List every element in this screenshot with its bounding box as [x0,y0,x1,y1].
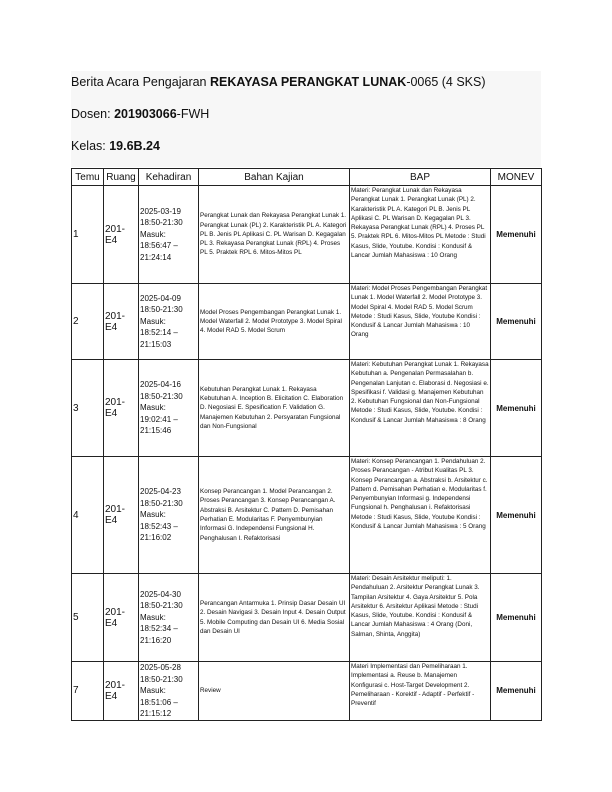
column-header-monev: MONEV [491,169,542,186]
cell-monev: Memenuhi [491,662,542,721]
cell-kehadiran: 2025-04-30 18:50-21:30 Masuk: 18:52:34 – 21:16:20 [139,574,199,662]
column-header-bap: BAP [350,169,491,186]
cell-temu: 1 [72,186,104,284]
course-name: REKAYASA PERANGKAT LUNAK [209,75,407,89]
cell-ruang: 201-E4 [104,284,139,360]
table-header-row [72,169,542,186]
cell-bap: Materi: Perangkat Lunak dan Rekayasa Perangkat Lunak 1. Perangkat Lunak (PL) 2. Karakteristik PL A. Kategori PL B. Jenis PL Aplikasi C. PL Warisan D. Kegagalan PL 3. Rekayasa Perangkat Lunak (RPL) 4. Proses PL 5. Praktek RPL 6. Mitos-Mitos PL Metode : Studi Kasus, Slide, Youtube. Kondisi : Kondusif & Lancar Jumlah Mahasiswa : 10 Orang [350,186,491,284]
class-value: 19.6B.24 [109,139,160,153]
cell-ruang: 201-E4 [104,457,139,574]
cell-bahan-kajian: Konsep Perancangan 1. Model Perancangan 2. Proses Perancangan 3. Konsep Perancangan A. Abstraksi B. Arsitektur C. Pattern D. Pemisahan Perhatian E. Modularitas F. Penyembunyian Informasi G. Independensi Fungsional H. Penghalusan I. Refaktorisasi [199,457,350,574]
cell-bap: Materi: Kebutuhan Perangkat Lunak 1. Rekayasa Kebutuhan a. Pengenalan Permasalahan b. Pengenalan Lanjutan c. Elaborasi d. Negosiasi e. Spesifikasi f. Validasi g. Manajemen Kebutuhan 2. Kebutuhan Fungsional dan Non-Fungsional Metode : Studi Kasus, Slide, Youtube. Kondisi : Kondusif & Lancar Jumlah Mahasiswa : 8 Orang [350,360,491,457]
lecturer-label: Dosen: [71,107,115,121]
lecturer-line [71,103,541,135]
cell-bap: Materi: Desain Arsitektur meliputi: 1. Pendahuluan 2. Arsitektur Perangkat Lunak 3. Tampilan Arsitektur 4. Gaya Arsitektur 5. Pola Arsitektur 6. Arsitektur Aplikasi Metode : Studi Kasus, Slide, Youtube. Kondisi : Kondusif & Lancar Jumlah Mahasiswa : 4 Orang (Doni, Salman, Shinta, Anggita) [350,574,491,662]
document-header [71,71,541,167]
cell-kehadiran: 2025-04-16 18:50-21:30 Masuk: 19:02:41 – 21:15:46 [139,360,199,457]
cell-ruang: 201-E4 [104,662,139,721]
cell-bahan-kajian: Model Proses Pengembangan Perangkat Lunak 1. Model Waterfall 2. Model Prototype 3. Model Spiral 4. Model RAD 5. Model Scrum [199,284,350,360]
class-line [71,135,541,167]
cell-monev: Memenuhi [491,186,542,284]
cell-monev: Memenuhi [491,457,542,574]
cell-kehadiran: 2025-04-23 18:50-21:30 Masuk: 18:52:43 – 21:16:02 [139,457,199,574]
cell-ruang: 201-E4 [104,574,139,662]
cell-bahan-kajian: Review [199,662,350,721]
table-row [72,284,542,360]
cell-bap: Materi: Model Proses Pengembangan Perangkat Lunak 1. Model Waterfall 2. Model Prototype 3. Model Spiral 4. Model RAD 5. Model Scrum Metode : Studi Kasus, Slide, Youtube Kondisi : Kondusif & Lancar Jumlah Mahasiswa : 10 Orang [350,284,491,360]
cell-kehadiran: 2025-05-28 18:50-21:30 Masuk: 18:51:06 – 21:15:12 [139,662,199,721]
cell-bap: Materi Implementasi dan Pemeliharaan 1. Implementasi a. Reuse b. Manajemen Konfigurasi c. Host-Target Development 2. Pemeliharaan - Korektif - Adaptif - Perfektif - Preventif [350,662,491,721]
table-row [72,574,542,662]
cell-temu: 7 [72,662,104,721]
column-header-ruang: Ruang [104,169,139,186]
cell-kehadiran: 2025-04-09 18:50-21:30 Masuk: 18:52:14 – 21:15:03 [139,284,199,360]
cell-ruang: 201-E4 [104,360,139,457]
lecturer-id: 201903066 [114,107,177,121]
column-header-bahan-kajian: Bahan Kajian [199,169,350,186]
cell-bahan-kajian: Perancangan Antarmuka 1. Prinsip Dasar Desain UI 2. Desain Navigasi 3. Desain Input 4. Desain Output 5. Mobile Computing dan Desain UI 6. Media Sosial dan Desain UI [199,574,350,662]
cell-monev: Memenuhi [491,284,542,360]
cell-bahan-kajian: Perangkat Lunak dan Rekayasa Perangkat Lunak 1. Perangkat Lunak (PL) 2. Karakteristik PL A. Kategori PL B. Jenis PL Aplikasi C. PL Warisan D. Kegagalan PL 3. Rekayasa Perangkat Lunak (RPL) 4. Proses PL 5. Praktek RPL 6. Mitos-Mitos PL [199,186,350,284]
class-label: Kelas: [71,139,110,153]
teaching-log-table [71,168,542,721]
table-row [72,360,542,457]
column-header-kehadiran: Kehadiran [139,169,199,186]
cell-bahan-kajian: Kebutuhan Perangkat Lunak 1. Rekayasa Kebutuhan A. Inception B. Elicitation C. Elaboration D. Negosiasi E. Spesification F. Validation G. Manajemen Kebutuhan 2. Persyaratan Fungsional dan Non-Fungsional [199,360,350,457]
table-row [72,662,542,721]
cell-monev: Memenuhi [491,574,542,662]
cell-monev: Memenuhi [491,360,542,457]
title-prefix: Berita Acara Pengajaran [71,75,210,89]
course-suffix: -0065 (4 SKS) [406,75,486,89]
cell-kehadiran: 2025-03-19 18:50-21:30 Masuk: 18:56:47 – 21:24:14 [139,186,199,284]
table-row [72,186,542,284]
cell-temu: 4 [72,457,104,574]
cell-temu: 3 [72,360,104,457]
column-header-temu: Temu [72,169,104,186]
title-line [71,71,541,103]
cell-temu: 2 [72,284,104,360]
cell-ruang: 201-E4 [104,186,139,284]
lecturer-suffix: -FWH [176,107,210,121]
cell-temu: 5 [72,574,104,662]
cell-bap: Materi: Konsep Perancangan 1. Pendahuluan 2. Proses Perancangan - Atribut Kualitas PL 3. Konsep Perancangan a. Abstraksi b. Arsitektur c. Pattern d. Pemisahan Perhatian e. Modularitas f. Penyembunyian Informasi g. Independensi Fungsional h. Penghalusan i. Refaktorisasi Metode : Studi Kasus, Slide, Youtube Kondisi : Kondusif & Lancar Jumlah Mahasiswa : 5 Orang [350,457,491,574]
table-row [72,457,542,574]
